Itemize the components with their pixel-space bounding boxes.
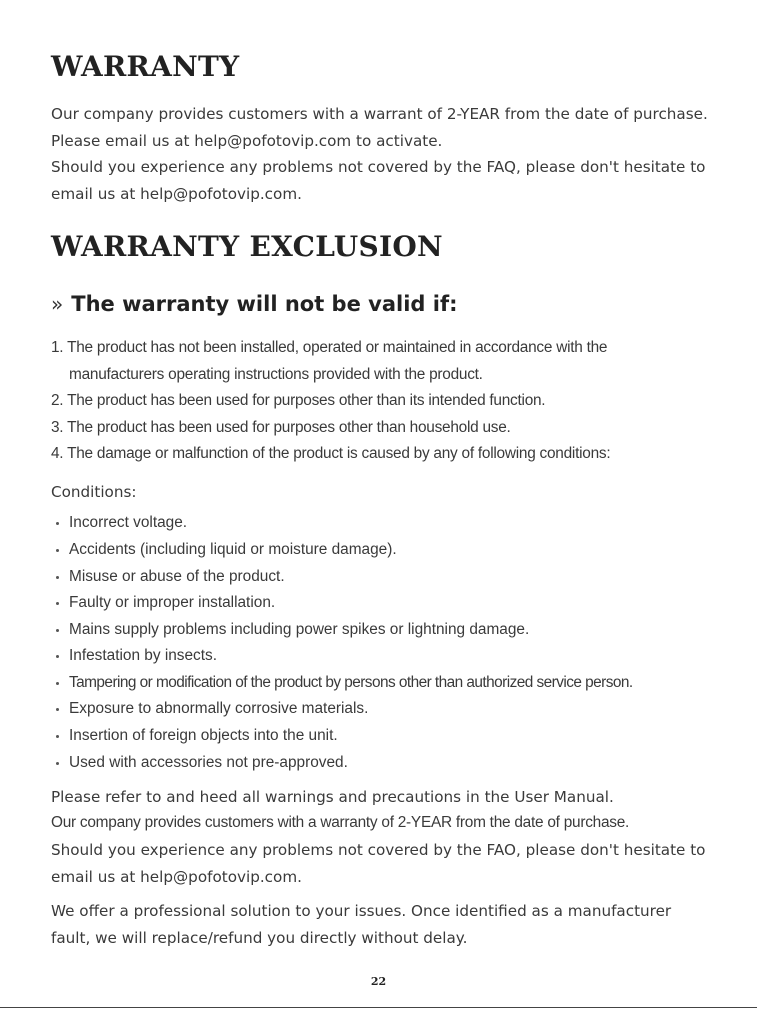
closing-line-4: email us at help@pofotovip.com.: [51, 868, 302, 886]
closing-line-2: Our company provides customers with a warranty of 2-YEAR from the date of purchase.: [51, 814, 630, 831]
footer-rule: [0, 1007, 757, 1008]
conditions-label: Conditions:: [51, 483, 137, 501]
bullet-icon: [56, 629, 59, 632]
numbered-item-1-continued: manufacturers operating instructions provided with the product.: [69, 366, 483, 383]
bullet-icon: [56, 602, 59, 605]
numbered-item-4: 4. The damage or malfunction of the product is caused by any of following conditions:: [51, 445, 611, 462]
bullet-icon: [56, 682, 59, 685]
bullet-icon: [56, 735, 59, 738]
closing-line-3: Should you experience any problems not covered by the FAO, please don't hesitate to: [51, 841, 706, 859]
warranty-line-2: Please email us at help@pofotovip.com to activate.: [51, 132, 443, 150]
closing-line-1: Please refer to and heed all warnings and precautions in the User Manual.: [51, 788, 614, 806]
exclusion-subheading-text: The warranty will not be valid if:: [71, 292, 458, 316]
warranty-line-1: Our company provides customers with a warrant of 2-YEAR from the date of purchase.: [51, 105, 708, 123]
final-line-2: fault, we will replace/refund you directly without delay.: [51, 929, 468, 947]
bullet-icon: [56, 549, 59, 552]
warranty-exclusion-heading: WARRANTY EXCLUSION: [51, 230, 443, 263]
numbered-item-2: 2. The product has been used for purposes other than its intended function.: [51, 392, 546, 409]
final-line-1: We offer a professional solution to your issues. Once identified as a manufacturer: [51, 902, 672, 920]
bullet-icon: [56, 522, 59, 525]
bullet-icon: [56, 576, 59, 579]
warranty-line-4: email us at help@pofotovip.com.: [51, 185, 302, 203]
numbered-item-3: 3. The product has been used for purposes other than household use.: [51, 419, 511, 436]
warranty-line-3: Should you experience any problems not covered by the FAQ, please don't hesitate to: [51, 158, 706, 176]
bullet-icon: [56, 655, 59, 658]
bullet-icon: [56, 708, 59, 711]
chevron-right-icon: »: [51, 292, 64, 316]
page-number: 22: [370, 975, 387, 988]
exclusion-subheading: [51, 292, 457, 316]
bullet-icon: [56, 762, 59, 765]
warranty-heading: WARRANTY: [51, 50, 240, 83]
numbered-item-1: 1. The product has not been installed, operated or maintained in accordance with the: [51, 339, 608, 356]
